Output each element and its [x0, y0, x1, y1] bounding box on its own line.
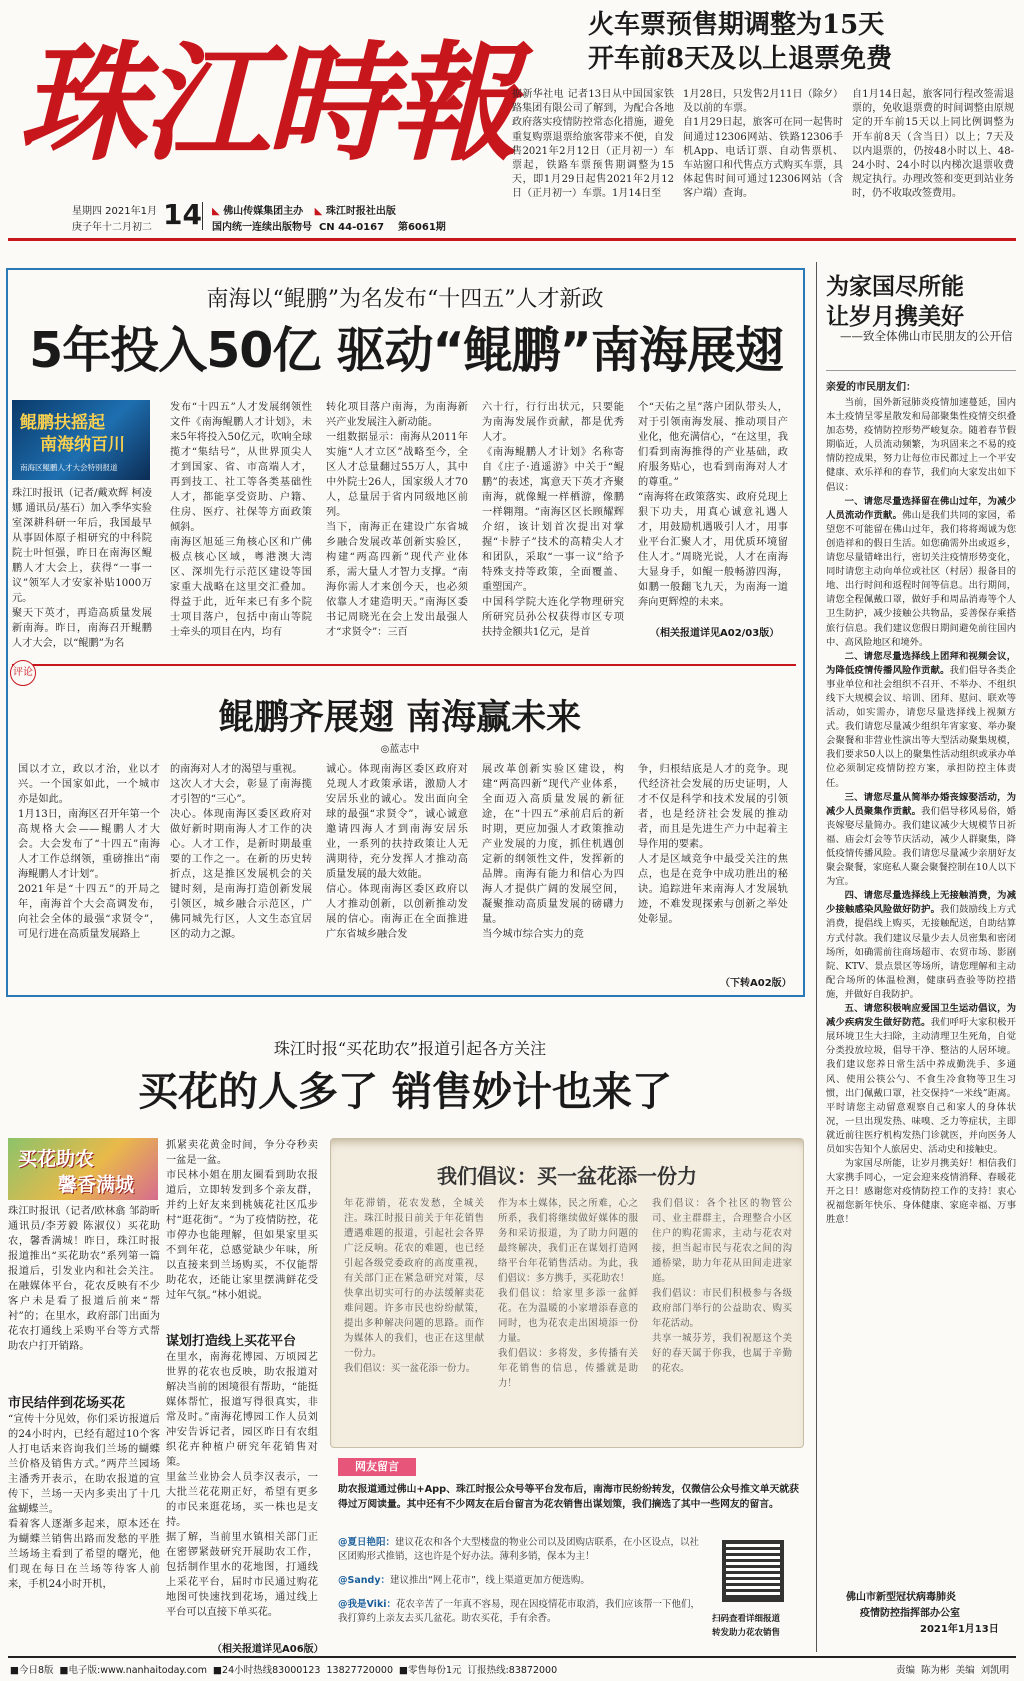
date-line-2: 庚子年十二月初二 — [72, 222, 152, 233]
logo-text: 珠江時報 — [18, 29, 515, 179]
commentary-refer: （下转A02版） — [720, 978, 792, 989]
commentary-col4: 展改革创新实验区建设，构建“两高四新”现代产业体系，全面迈入高质量发展的新征途，在“十四五”承前启后的新时期，更应加强人才政策推动产业发展的力度，抓住机遇创定新的纲领性文件，发挥新的品牌。南海有能力和信心为四海人才提供广阔的发展空间，凝聚推动高质量发展的磅礴力量。 当今城市综合实力的竞 — [482, 764, 624, 940]
lead-photo-title-2: 南海纳百川 — [40, 435, 125, 455]
top-news-col3: 自1月14日起，旅客同行程改签需退票的，免收退票费的时间调整由原规定的开车前15天以上同比例调整为开车前8天（含当日）以上；7天及以内退票的，仍按48小时以上、48-24小时、24小时以内梯次退票收费规定执行。办理改签和变更到站业务时，仍不收取改签费用。 — [852, 89, 1014, 200]
right-column-rule — [816, 262, 817, 1652]
letter-heading-1: 一、请您尽量选择留在佛山过年，为减少人员流动作贡献。 — [826, 495, 1016, 521]
commentary-col1: 国以才立，政以才治，业以才兴。一个国家如此，一个城市亦是如此。 1月13日，南海区召开年第一个高规格大会——鲲鹏人才大会。大会发布了“十四五”南海人才工作总纲领，重磅推出“南海鲲鹏人才计划”。 2021年是“十四五”的开局之年，南海首个大会高调发布，向社会全体的最强“求贤令”，可见行进在高质量发展路上 — [18, 764, 160, 940]
lead-headline: 5年投入50亿 驱动“鲲鹏”南海展翅 — [29, 322, 783, 379]
lead-col3: 转化项目落户南海，为南海新兴产业发展注入新动能。 一组数据显示：南海从2011年实施“人才立区”战略至今，全区人才总量翻过55万人，其中中外院士26人，国家级人才70人，总量居于省内同级地区前列。 当下，南海正在建设广东省城乡融合发展改革创新实验区，构建“两高四新”现代产业体系，需大量人才智力支撑。“南海你需人才来创今天，也必须依靠人才建造明天。”南海区委书记周晓光在会上发出最强人才“求贤令”：三百 — [326, 402, 468, 638]
proposal-col3: 我们倡议：各个社区的物管公司、业主群群主，合理整合小区住户的购花需求，主动与花农对接，担当起市民与花农之间的沟通桥梁，助力年花从田间走进家庭。 我们倡议：市民们积极参与各级政府部门举行的公益助农、购买年花活动。 共享一城芬芳，我们祝愿这个美好的春天属于你我，也属于辛勤的花农。 — [652, 1198, 792, 1374]
letter-text-1: 佛山是我们共同的家园，希望您不可能留在佛山过年，我们将将竭诚为您创造祥和的假日生活。如您确需外出或返乡，请您尽量错峰出行，密切关注疫情形势变化，同时请您主动向单位或社区（村居）报备目的地、出行时间和返程时间等信息。出行期间，请您全程佩戴口罩，做好手和周品消毒等个人卫生防护，减少接触公共物品，妥善保存乘搭旅行信息。我们建议您假日期间避免前往国内中、高风险地区和境外。 — [826, 509, 1016, 648]
letter-para-3 — [826, 791, 1016, 890]
message-1 — [338, 1536, 706, 1564]
message-2-text: 建议推出“网上花市”，线上渠道更加方便选购。 — [390, 1575, 590, 1586]
footer-rule — [8, 1656, 1016, 1658]
message-3-user: @我是Viki： — [338, 1599, 397, 1610]
commentary-badge-label: 评论 — [13, 667, 33, 678]
proposal-col1: 年花滞销，花农发愁，全城关注。珠江时报日前关于年花销售遭遇难题的报道，引起社会各界广泛反响。花农的难题，也已经引起各级党委政府的高度重视，有关部门正在紧急研究对策，尽快拿出切实可行的办法缓解卖花难问题。许多市民也纷纷献策，提出多种解决问题的思路。而作为媒体人的我们，也正在这里献一份力。 我们倡议：买一盆花添一份力。 — [344, 1198, 484, 1374]
messages-list — [338, 1536, 706, 1631]
message-3 — [338, 1598, 706, 1626]
logo — [10, 29, 570, 179]
flower-col1: 珠江时报讯（记者/欧林翕 邹韵昕 通讯员/李芳毅 陈淑仪）买花助农，馨香满城！昨日，珠江时报报道推出“买花助农”系列第一篇报道后，引发业内和社会关注。在融媒体平台，花农反映有不少客户未是看了报道后前来“帮衬”的；在里水，政府部门出面为花农打通线上采购平台等方式帮助农户打开销路。 — [8, 1206, 160, 1352]
footer-info: ■今日8版 ■电子版:www.nanhaitoday.com ■24小时热线83000123 13827720000 ■零售每份1元 订报热线:83872000 — [10, 1665, 558, 1676]
letter-body — [826, 396, 1016, 1572]
commentary-headline: 鲲鹏齐展翅 南海赢未来 — [218, 698, 582, 738]
flower-col2b: 在里水，南海花博园、万顷园艺世界的花农也反映，助农报道对解决当前的困境很有帮助，“能挺媒体帮忙，报道写得很真实，非常及时。”南海花博园工作人员刘冲安告诉记者，园区昨日有农组织花卉种植户研究年花销售对策。 里盆兰业协会人员李汉表示，一大批兰花花期正好，希望有更多的市民来逛花场，买一株也是支持。 据了解，当前里水镇相关部门正在密锣紧鼓研究开展助农工作，包括制作里水的花地图，打通线上采花平台，届时市民通过购花地图可快速找到花场，通过线上平台可以直接下单买花。 — [166, 1352, 318, 1618]
message-2-user: @Sandy： — [338, 1575, 391, 1586]
letter-text-4: 我们鼓励线上方式消费，提倡线上购买，无接触配送，自助结算方式付款。我们建议尽量少去人员密集和密闭场所，如确需前往商场超市、农贸市场、影剧院、KTV、景点景区等场所，请您理解和主动配合场所的体温检测，健康码查验等防控措施，并做好自我防护。 — [826, 904, 1016, 1000]
letter-heading-5: 五、请您积极响应爱国卫生运动倡议，为减少疾病发生做好防范。 — [826, 1003, 1016, 1029]
lead-col1: 珠江时报讯（记者/戴欢辉 柯凌娜 通讯员/基石）加入季华实验室深耕科研一年后，我国最早从事固体原子相研究的中科院院士叶恒强，昨日在南海区鲲鹏人才大会上，获得“一事一议”领军人才安家补贴1000万元。 聚天下英才，再造高质量发展新南海。昨日，南海召开鲲鹏人才大会，以“鲲鹏”为名 — [12, 488, 152, 649]
flower-sub1: 市民结伴到花场买花 — [8, 1396, 126, 1411]
letter-sign-2: 疫情防控指挥部办公室 — [860, 1608, 960, 1619]
commentary-col5: 争，归根结底是人才的竞争。现代经济社会发展的历史证明，人才不仅是科学和技术发展的引领者，也是经济社会发展的推动者，而且是先进生产力中起着主导作用的要素。 人才是区域竞争中最受关注的焦点，也是在竞争中成功胜出的秘诀。追踪进年来南海人才发展轨迹，不难发现探索与创新之举处处彰显。 — [638, 764, 788, 925]
message-1-text: 建议花农和各个大型楼盘的物业公司以及团购店联系，在小区设点，以社区团购形式推销，这也许是个好办法。薄利多销，保本为主！ — [338, 1537, 700, 1562]
group-name-1: 佛山传媒集团主办 — [223, 206, 304, 217]
letter-subtitle: ——致全体佛山市民朋友的公开信 — [840, 329, 1013, 343]
letter-para-5 — [826, 1002, 1016, 1157]
qr-code — [722, 1540, 784, 1602]
qr-caption-2: 转发助力花农销售 — [712, 1628, 781, 1638]
lead-col5: 个“天佑之星”落户团队带头人，对于引领南海发展、推动项目产业化，他充满信心，“在这里，我们看到南海推得的产业基础，政府服务贴心，也看到南海对人才的尊重。” “南海将在政策落实、政府兑现上狠下功夫，用真心诚意礼遇人才，用鼓励机遇吸引人才，用事业平台汇聚人才，用优质环境留住人才。”周晓光说，人才在南海大显身手，如鲲一般畅游四海，如鹏一般翻飞九天，为南海一道奔向更辉煌的未来。 — [638, 402, 788, 608]
lead-col4: 六十行，行行出状元，只要能为南海发展作贡献，都是优秀人才。 《南海鲲鹏人才计划》名称寄自《庄子·逍遥游》中关于“鲲鹏”的表述，寓意天下英才齐聚南海，就像鲲一样栖游，像鹏一样翱翔。“南海区区长顾耀辉介绍，该计划首次提出对掌握“卡脖子”技术的高精尖人才和团队，采取“一事一议”给予特殊支持等政策，全面覆盖、重塑国产。 中国科学院大连化学物理研究所研究员孙公权获得市区专项扶持金额共1亿元，是首 — [482, 402, 624, 638]
commentary-badge — [10, 660, 36, 686]
top-title-2: 开车前8天及以上退票免费 — [588, 44, 893, 74]
masthead-divider — [202, 202, 203, 230]
date-line-1: 星期四 2021年1月 — [72, 206, 157, 217]
flower-headline: 买花的人多了 销售妙计也来了 — [138, 1069, 672, 1115]
group-publisher — [212, 202, 396, 217]
proposal-col2: 作为本土媒体，民之所难，心之所系，我们将继续做好媒体的服务和采访报道，为了助力问题的最终解决，我们正在谋划打造网络平台年花销售活动。为此，我们倡议：多方携手，买花助农！ 我们倡议：给家里多添一盆鲜花。在为温暖的小家增添春意的同时，也为花农走出困境添一份力量。 我们倡议：多将发，多传播有关年花销售的信息，传播就是助力！ — [498, 1198, 638, 1389]
letter-heading-3: 三、请您尽量从简举办婚丧嫁娶活动，为减少人员聚集作贡献。 — [826, 791, 1016, 817]
lead-refer: （相关报道详见A02/03版） — [650, 628, 780, 639]
top-news-col2: 1月28日，只发售2月11日（除夕）及以前的车票。 自1月29日起，旅客可在同一起售时间通过12306网站、铁路12306手机App、电话订票、自动售票机、车站窗口和代售点方式购买车票，具体起售时间可通过12306网站（含客户端）查询。 — [683, 89, 843, 200]
flower-col1b: “宣传十分见效，你们采访报道后的24小时内，已经有超过10个客人打电话来咨询我们兰场的蝴蝶兰价格及销售方式。”两芹兰园场主潘秀开表示，在助农报道的宣传下，兰场一天内多卖出了十几盆蝴蝶兰。 看着客人逐渐多起来，原本还在为蝴蝶兰销售出路而发愁的平胜兰场场主看到了希望的曙光，他们现在每日在兰场等待客人前来，手机24小时开机， — [8, 1414, 160, 1590]
letter-para-4 — [826, 889, 1016, 1002]
flower-sub2: 谋划打造线上买花平台 — [166, 1334, 297, 1349]
letter-sign-1: 佛山市新型冠状病毒肺炎 — [846, 1592, 956, 1603]
lead-photo-title-1: 鲲鹏扶摇起 — [20, 413, 105, 433]
letter-heading-2: 二、请您尽量选择线上团拜和视频会议，为降低疫情传播风险作贡献。 — [826, 650, 1016, 676]
commentary-byline: ◎蓝志中 — [380, 744, 420, 755]
lead-kicker: 南海以“鲲鹏”为名发布“十四五”人才新政 — [206, 287, 604, 312]
flower-photo-title-2: 馨香满城 — [58, 1174, 135, 1196]
letter-text-3: 我们倡导移风易俗，婚丧嫁娶尽量简办。我们建议减少大规模节日祈福、庙会灯会等节庆活动，减少人群聚集，降低疫情传播风险。我们请您尽量减少亲朋好友聚会聚餐，家庭私人聚会聚餐控制在10人以下为宜。 — [826, 805, 1016, 888]
letter-para-2 — [826, 650, 1016, 791]
lead-photo — [12, 400, 150, 480]
lead-col2: 发布“十四五”人才发展纲领性文件《南海鲲鹏人才计划》，未来5年将投入50亿元，吹响全球揽才“集结号”，从世界顶尖人才到国家、省、市高端人才，再到技工、社工等各类基础性人才，都能享受资助、户籍、住房、医疗、社保等方面政策倾斜。 南海区旭延三角核心区和广佛极点核心区域，粤港澳大湾区、深圳先行示范区建设等国家重大战略在这里交汇叠加。得益于此，近年来已有多个院士项目落户，包括中南山等院士牵头的项目在内，均有 — [170, 402, 312, 638]
letter-sign-date: 2021年1月13日 — [920, 1624, 999, 1635]
letter-greeting: 亲爱的市民朋友们： — [826, 382, 916, 393]
flower-photo-title-1: 买花助农 — [18, 1148, 95, 1170]
masthead — [0, 0, 1024, 240]
top-headline — [588, 8, 1008, 76]
flower-refer: （相关报道详见A06版） — [212, 1644, 324, 1655]
flower-photo — [8, 1138, 158, 1200]
letter-title-rule — [826, 370, 1016, 371]
letter-closing: 为家国尽所能，让岁月携美好！相信我们大家携手同心，一定会迎来疫情消释、春暖花开之日！感谢您对疫情防控工作的支持！衷心祝福您新年快乐、身体健康、家庭幸福、万事胜意！ — [826, 1158, 1016, 1226]
footer-editors: 责编 陈为彬 美编 刘凯明 — [896, 1665, 1010, 1676]
message-2 — [338, 1574, 706, 1588]
qr-caption-1: 扫码查看详细报道 — [712, 1614, 781, 1624]
top-title-1: 火车票预售期调整为15天 — [588, 10, 885, 40]
top-news-col1: 据新华社电 记者13日从中国国家铁路集团有限公司了解到，为配合各地政府落实疫情防控常态化措施，避免重复购票退票给旅客带来不便，自发售2021年2月12日（正月初一）车票起，铁路车票预售期调整为15天，即1月29日起售2021年2月12日（正月初一）车票。1月14日至 — [512, 89, 674, 200]
lead-separator — [12, 664, 796, 666]
letter-title-2: 让岁月携美好 — [826, 303, 964, 330]
letter-para-1 — [826, 495, 1016, 650]
group-name-2: 珠江时报社出版 — [325, 206, 396, 217]
day-number: 14 — [163, 198, 202, 231]
messages-intro: 助农报道通过佛山+App、珠江时报公众号等平台发布后，南海市民纷纷转发，仅微信公众号推文单天就获得过万阅读量。其中还有不少网友在后台留言为花农销售出谋划策，我们摘选了其中一些网友的留言。 — [338, 1484, 799, 1510]
letter-intro: 当前，国外新冠肺炎疫情加速蔓延，国内本土疫情呈零星散发和局部聚集性疫情交织叠加态势，疫情防控形势严峻复杂。随着春节假期临近，人员流动频繁，为巩固来之不易的疫情防控成果，努力让每位市民都过上一个平安健康、欢乐祥和的春节，我们向大家发出如下倡议： — [826, 397, 1016, 493]
letter-title-1: 为家国尽所能 — [826, 273, 964, 300]
message-3-text: 花农辛苦了一年真不容易，现在因疫情花市取消，我们应该帮一下他们，我打算约上亲友去买几盆花。助农买花，手有余香。 — [338, 1599, 701, 1624]
messages-label — [338, 1458, 416, 1476]
letter-text-2: 我们倡导各类企事业单位和社会组织不召开、不举办、不组织线下大规模会议、培训、团拜、慰问、联欢等活动，如实需办，请您尽量选择线上视频方式。我们请您尽量减少组织年宵家宴、举办聚会聚餐和非营业性演出等大型活动聚集规模，我们要求50人以上的聚集性活动组织或承办单位必须制定疫情防控方案，承担防控主体责任。 — [826, 664, 1016, 789]
proposal-title: 我们倡议：买一盆花添一份力 — [437, 1164, 697, 1188]
lead-photo-caption: 南海区鲲鹏人才大会特别报道 — [20, 463, 118, 472]
group-icon-2: ◣ — [314, 206, 323, 217]
issn-line: 国内统一连续出版物号 CN 44-0167 第6061期 — [212, 222, 446, 233]
commentary-col3: 诚心。体现南海区委区政府对兑现人才政策承诺，激励人才安居乐业的诚心。发出面向全球的最强“求贤令”，诚心诚意邀请四海人才到南海安居乐业，一系列的扶持政策让人无满期待，充分发挥人才推动高质量发展的最大效能。 信心。体现南海区委区政府以人才推动创新，以创新推动发展的信心。南海正在全面推进广东省城乡融合发 — [326, 764, 468, 940]
message-1-user: @夏日艳阳： — [338, 1537, 396, 1548]
letter-text-5: 我们呼吁大家积极开展环境卫生大扫除，主动清理卫生死角，自觉分类投放垃圾，倡导干净、整洁的人居环境。我们建议您养日常生活中养成勤洗手、多通风、使用公筷公勺、不食生冷食物等卫生习惯，出门佩戴口罩，社交保持“一米线”距离。平时请您主动留意观察自己和家人的身体状况，一旦出现发热、味嗅、乏力等症状，主即就近前往医疗机构发热门诊就医，并向医务人员如实告知个人旅居史、活动史和接触史。 — [826, 1017, 1016, 1155]
masthead-rule — [8, 238, 1016, 241]
commentary-col2: 的南海对人才的渴望与重视。 这次人才大会，彰显了南海揽才引智的“三心”。 决心。体现南海区委区政府对做好新时期南海人才工作的决心。人才工作，是新时期最重要的工作之一。在新的历史转折点，这是推区发展机会的关键时刻，是南海打造创新发展引领区，城乡融合示范区，广佛同城先行区，人文生态宜居区的动力之源。 — [170, 764, 312, 940]
flower-col2: 抓紧卖花黄金时间，争分夺秒卖一盆是一盆。 市民林小姐在朋友圈看到助农报道后，立即转发到多个亲友群，并约上好友来到桃姨花社区瓜步村“逛花街”。“为了疫情防控，花市停办也能理解，但如果家里买不到年花，总感觉缺少年味，所以直接来到兰场购买，不仅能帮助花农，还能让家里摆满鲜花受过年气氛。”林小姐说。 — [166, 1140, 318, 1301]
letter-heading-4: 四、请您尽量选择线上无接触消费，为减少接触感染风险做好防护。 — [826, 890, 1016, 916]
flower-kicker: 珠江时报“买花助农”报道引起各方关注 — [273, 1039, 547, 1058]
group-icon: ◣ — [212, 206, 220, 217]
messages-label-text: 网友留言 — [355, 1460, 399, 1473]
